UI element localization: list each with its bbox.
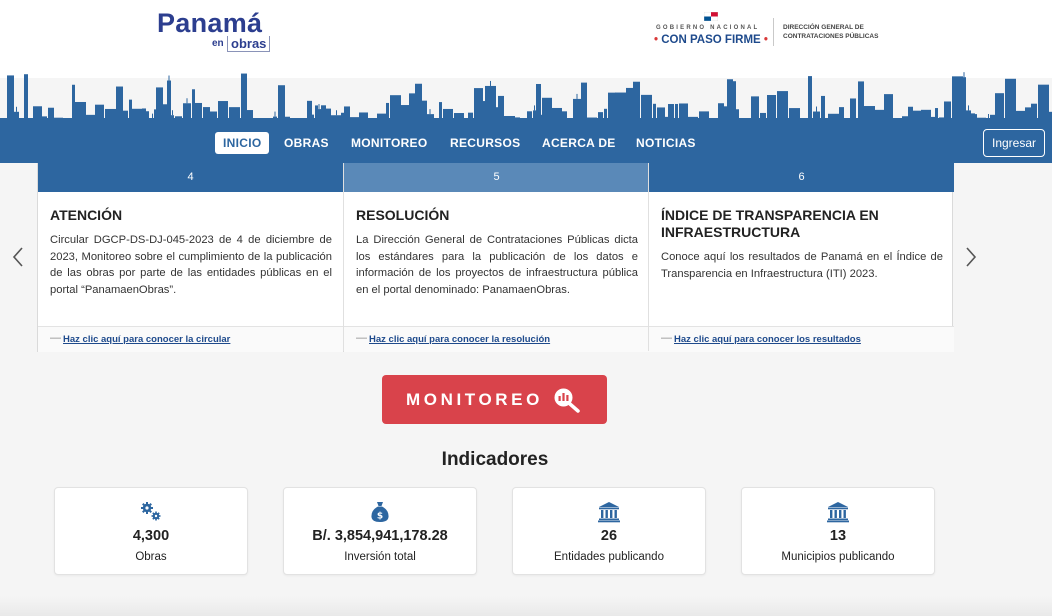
panama-flag-icon bbox=[704, 12, 718, 21]
panama-en-obras-logo[interactable] bbox=[157, 8, 282, 56]
main-nav bbox=[0, 123, 1052, 163]
nav-monitoreo[interactable]: MONITOREO bbox=[351, 136, 428, 150]
card-body: Conoce aquí los resultados de Panamá en el Índice de Transparencia en Infraestructura (ITI) 2023. bbox=[661, 251, 943, 280]
logo-en: en bbox=[212, 38, 224, 49]
dash-icon: — bbox=[50, 332, 61, 344]
government-logo bbox=[652, 12, 892, 52]
carousel-prev-icon[interactable] bbox=[11, 245, 25, 269]
carousel-next-icon[interactable] bbox=[964, 245, 978, 269]
logo-obras: obras bbox=[227, 36, 270, 52]
carousel-card bbox=[649, 163, 954, 351]
site-header bbox=[0, 0, 1052, 78]
city-skyline-banner bbox=[0, 72, 1052, 125]
card-link[interactable]: Haz clic aquí para conocer la circular bbox=[63, 334, 231, 345]
money-bag-icon bbox=[368, 501, 392, 523]
news-carousel bbox=[37, 163, 953, 352]
card-link[interactable]: Haz clic aquí para conocer la resolución bbox=[369, 334, 551, 345]
institution-icon bbox=[597, 501, 621, 523]
indicator-label: Entidades publicando bbox=[554, 551, 664, 563]
svg-text:$: $ bbox=[376, 511, 384, 522]
nav-recursos[interactable]: RECURSOS bbox=[450, 136, 521, 150]
monitoreo-button[interactable] bbox=[382, 375, 607, 424]
indicators-title: Indicadores bbox=[441, 449, 549, 470]
gov-top-text: GOBIERNO NACIONAL bbox=[656, 25, 760, 31]
login-button[interactable]: Ingresar bbox=[983, 129, 1045, 157]
indicator-card-municipios bbox=[741, 487, 935, 575]
card-number: 6 bbox=[649, 163, 954, 192]
indicator-card-entidades bbox=[512, 487, 706, 575]
card-link[interactable]: Haz clic aquí para conocer los resultados bbox=[674, 334, 861, 345]
card-title: ATENCIÓN bbox=[50, 207, 123, 223]
indicator-label: Municipios publicando bbox=[781, 551, 895, 563]
page-bottom-shade bbox=[0, 596, 1052, 616]
carousel-card bbox=[344, 163, 649, 351]
card-footer bbox=[649, 326, 954, 352]
carousel-card bbox=[38, 163, 343, 351]
indicator-card-inversion bbox=[283, 487, 477, 575]
indicator-card-obras bbox=[54, 487, 248, 575]
nav-obras[interactable]: OBRAS bbox=[284, 136, 329, 150]
gears-icon bbox=[139, 501, 163, 523]
indicator-value: 13 bbox=[829, 528, 847, 544]
indicator-value: 26 bbox=[600, 528, 618, 544]
indicator-value: 4,300 bbox=[132, 528, 170, 544]
card-body: La Dirección General de Contrataciones Públicas dicta los estándares para la publicación de los datos e información de los proyectos de infraestructura pública en el portal denominado: PanamaenObras. bbox=[356, 234, 638, 296]
card-footer bbox=[38, 326, 343, 352]
gov-department: DIRECCIÓN GENERAL DE CONTRATACIONES PÚBLICAS bbox=[783, 24, 879, 40]
institution-icon bbox=[826, 501, 850, 523]
card-title: RESOLUCIÓN bbox=[356, 207, 450, 223]
logo-name: Panamá bbox=[157, 8, 263, 38]
monitoreo-button-label: MONITOREO bbox=[406, 390, 543, 409]
card-footer bbox=[344, 326, 649, 352]
gov-slogan: • CON PASO FIRME • bbox=[654, 34, 768, 46]
card-number: 4 bbox=[38, 163, 343, 192]
dash-icon: — bbox=[356, 332, 367, 344]
indicator-label: Inversión total bbox=[344, 551, 416, 563]
indicator-value: B/. 3,854,941,178.28 bbox=[312, 528, 448, 544]
gov-divider bbox=[773, 18, 774, 46]
card-number: 5 bbox=[344, 163, 649, 192]
search-chart-icon bbox=[553, 387, 581, 413]
dash-icon: — bbox=[661, 332, 672, 344]
nav-acerca-de[interactable]: ACERCA DE bbox=[542, 136, 616, 150]
card-title: ÍNDICE DE TRANSPARENCIA EN INFRAESTRUCTURA bbox=[661, 207, 879, 240]
nav-inicio[interactable]: INICIO bbox=[215, 132, 269, 154]
indicator-label: Obras bbox=[135, 551, 167, 563]
nav-noticias[interactable]: NOTICIAS bbox=[636, 136, 696, 150]
card-body: Circular DGCP-DS-DJ-045-2023 de 4 de diciembre de 2023, Monitoreo sobre el cumplimiento de la publicación de las obras por parte de las entidades públicas en el portal “PanamaenObras”. bbox=[50, 234, 332, 296]
